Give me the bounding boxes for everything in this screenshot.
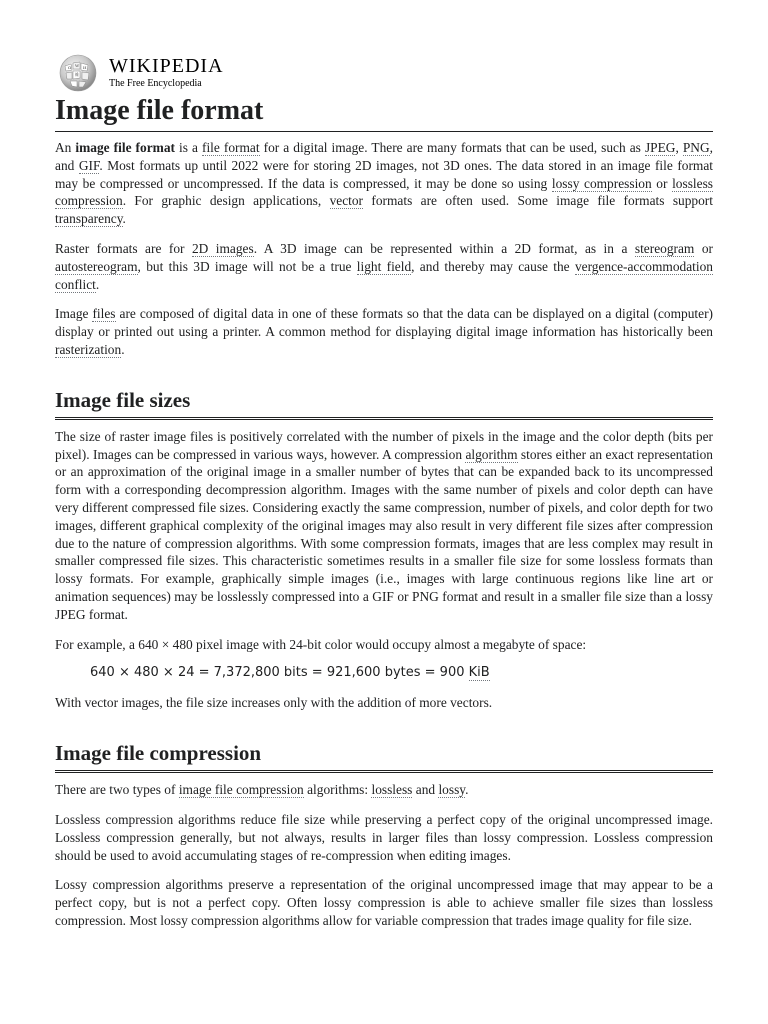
link-lossless[interactable]: lossless <box>371 782 413 798</box>
link-lossy[interactable]: lossy <box>438 782 466 798</box>
link-light-field[interactable]: light field <box>356 258 412 274</box>
link-file-format[interactable]: file format <box>201 140 260 155</box>
site-header <box>55 50 713 94</box>
page-title: Image file format <box>55 94 713 132</box>
link-stereogram[interactable]: stereogram <box>634 240 695 256</box>
compression-paragraph-3: Lossy compression algorithms preserve a representation of the original uncompressed image that may appear to be a perfect copy, but is not a perfect copy. Often lossy compression is able to achieve smaller file sizes than lossless compression. Most lossy compression algorithms allow for variable compression that trades image quality for file size. <box>55 877 713 928</box>
intro-paragraph-1: An image file format is a file format for a digital image. There are many formats that can be used, such as JPEG, PNG, and GIF. Most formats up until 2022 were for storing 2D images, not 3D ones. The data stored in an image file format may be compressed or uncompressed. If the data is compressed, it may be done so using lossy compression or lossless compression. For graphic design applications, vector formats are often used. Some image file formats support transparency. <box>55 140 714 227</box>
link-transparency[interactable]: transparency <box>55 211 123 227</box>
wordmark[interactable] <box>109 56 224 89</box>
sizes-paragraph-2: For example, a 640 × 480 pixel image with 24-bit color would occupy almost a megabyte of space: <box>55 636 587 652</box>
link-vergence-accommodation-conflict[interactable]: vergence-accommodation conflict <box>55 258 713 292</box>
link-files[interactable]: files <box>92 306 116 322</box>
section-heading-image-file-compression: Image file compression <box>55 740 713 773</box>
link-rasterization[interactable]: rasterization <box>55 341 122 357</box>
compression-paragraph-1: There are two types of image file compression algorithms: lossless and lossy. <box>55 782 469 798</box>
svg-text:維: 維 <box>75 72 79 77</box>
wordmark-title: WIKIPEDIA <box>109 54 224 77</box>
sizes-paragraph-3: With vector images, the file size increases only with the addition of more vectors. <box>55 695 493 711</box>
link-2d-images[interactable]: 2D images <box>191 240 254 256</box>
link-vector[interactable]: vector <box>329 193 364 209</box>
wikipedia-globe-logo-icon[interactable] <box>55 52 101 92</box>
link-lossy-compression[interactable]: lossy compression <box>551 175 652 191</box>
intro-paragraph-2: Raster formats are for 2D images. A 3D image can be represented within a 2D format, as in a stereogram or autostereogram, but this 3D image will not be a true light field, and thereby may cause the vergence-accommodation conflict. <box>55 240 713 292</box>
section-heading-image-file-sizes: Image file sizes <box>55 387 713 420</box>
file-size-formula: 640 × 480 × 24 = 7,372,800 bits = 921,600 bytes = 900 KiB <box>90 665 490 681</box>
link-image-file-compression[interactable]: image file compression <box>178 782 304 798</box>
svg-text:W: W <box>75 63 80 68</box>
compression-paragraph-2: Lossless compression algorithms reduce file size while preserving a perfect copy of the original uncompressed image. Lossless compression generally, but not always, results in larger files than lossy compression. Lossless compression should be used to avoid accumulating stages of re-compression when editing images. <box>55 811 713 863</box>
link-png[interactable]: PNG <box>682 140 710 155</box>
svg-text:Ω: Ω <box>68 65 72 70</box>
link-autostereogram[interactable]: autostereogram <box>55 258 138 274</box>
link-gif[interactable]: GIF <box>78 157 100 173</box>
wordmark-tagline: The Free Encyclopedia <box>109 77 202 89</box>
article <box>55 50 713 930</box>
link-lossless-compression[interactable]: lossless compression <box>55 175 713 209</box>
svg-text:И: И <box>83 65 87 70</box>
link-jpeg[interactable]: JPEG <box>644 140 676 155</box>
bold-term: image file format <box>75 140 175 155</box>
sizes-paragraph-1: The size of raster image files is positively correlated with the number of pixels in the image and the color depth (bits per pixel). Images can be compressed in various ways, however. A compression algorithm stores either an exact representation or an approximation of the original image in a smaller number of bytes that can be expanded back to its uncompressed form with a corresponding decompression algorithm. Images with the same number of pixels and color depth can have very different compressed file sizes. Considering exactly the same compression, number of pixels, and color depth for two images, different graphical complexity of the original images may also result in very different file sizes after compression due to the nature of compression algorithms. With some compression formats, images that are less complex may result in smaller compressed file sizes. This characteristic sometimes results in a smaller file size for some lossless formats than lossy formats. For example, graphically simple images (i.e., images with large continuous regions like line art or animation sequences) may be losslessly compressed into a GIF or PNG format and result in a smaller file size than a lossy JPEG format. <box>55 428 713 622</box>
link-algorithm[interactable]: algorithm <box>465 446 518 462</box>
link-kib[interactable]: KiB <box>468 665 490 681</box>
intro-paragraph-3: Image files are composed of digital data in one of these formats so that the data can be displayed on a digital (computer) display or printed out using a printer. A common method for displaying digital image information has historically been rasterization. <box>55 306 713 357</box>
